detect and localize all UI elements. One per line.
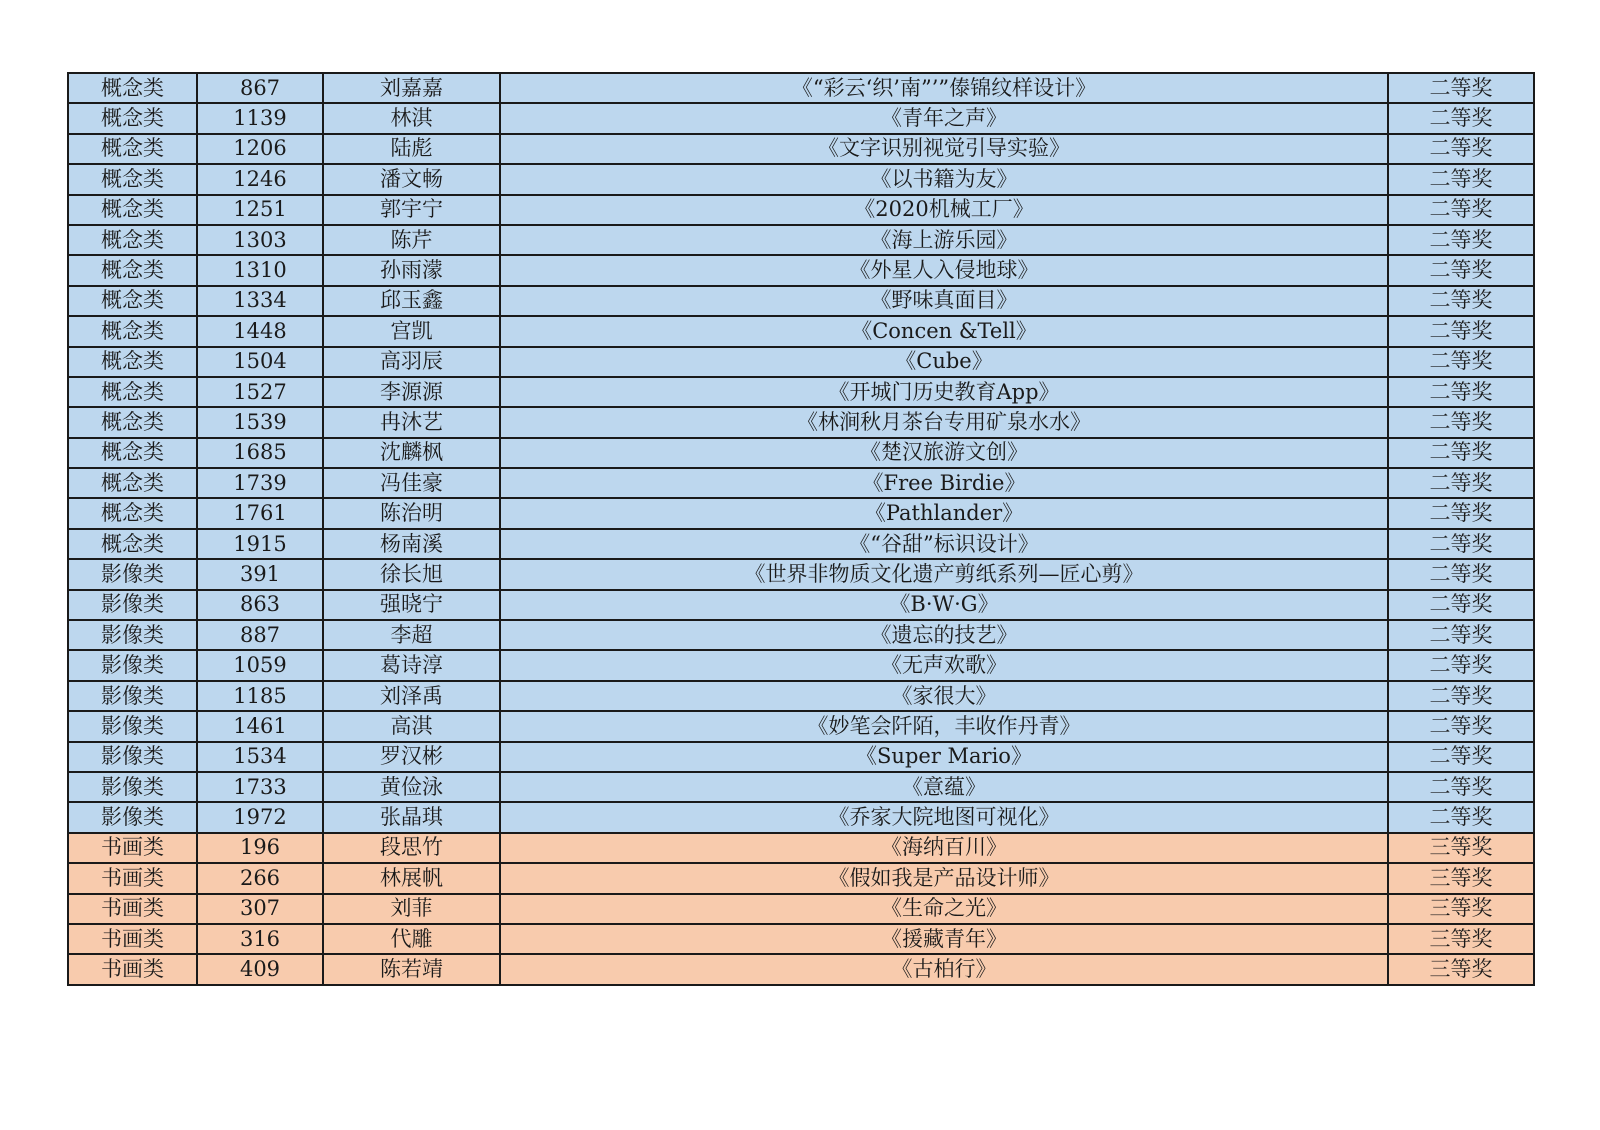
work-title-cell: 《青年之声》 [500, 103, 1388, 133]
table-row [68, 772, 1534, 802]
work-title-cell: 《B·W·G》 [500, 590, 1388, 620]
category-cell: 概念类 [68, 498, 197, 528]
author-name-cell: 代雕 [323, 924, 500, 954]
author-name-cell: 潘文畅 [323, 164, 500, 194]
category-cell: 概念类 [68, 438, 197, 468]
author-name-cell: 冉沐艺 [323, 407, 500, 437]
author-name-cell: 罗汉彬 [323, 742, 500, 772]
entry-number-cell: 1334 [197, 286, 323, 316]
table-row [68, 498, 1534, 528]
table-row [68, 164, 1534, 194]
award-level-cell: 二等奖 [1388, 286, 1534, 316]
work-title-cell: 《Pathlander》 [500, 498, 1388, 528]
award-level-cell: 二等奖 [1388, 590, 1534, 620]
author-name-cell: 李源源 [323, 377, 500, 407]
author-name-cell: 刘泽禹 [323, 681, 500, 711]
category-cell: 概念类 [68, 468, 197, 498]
work-title-cell: 《假如我是产品设计师》 [500, 863, 1388, 893]
work-title-cell: 《文字识别视觉引导实验》 [500, 134, 1388, 164]
award-level-cell: 二等奖 [1388, 225, 1534, 255]
work-title-cell: 《“谷甜”标识设计》 [500, 529, 1388, 559]
entry-number-cell: 1139 [197, 103, 323, 133]
table-row [68, 802, 1534, 832]
author-name-cell: 冯佳豪 [323, 468, 500, 498]
award-level-cell: 二等奖 [1388, 681, 1534, 711]
table-row [68, 438, 1534, 468]
category-cell: 影像类 [68, 650, 197, 680]
work-title-cell: 《家很大》 [500, 681, 1388, 711]
award-level-cell: 二等奖 [1388, 255, 1534, 285]
author-name-cell: 李超 [323, 620, 500, 650]
work-title-cell: 《Free Birdie》 [500, 468, 1388, 498]
author-name-cell: 葛诗淳 [323, 650, 500, 680]
award-level-cell: 二等奖 [1388, 529, 1534, 559]
table-row [68, 924, 1534, 954]
award-level-cell: 二等奖 [1388, 407, 1534, 437]
awards-table [67, 72, 1535, 986]
category-cell: 概念类 [68, 377, 197, 407]
category-cell: 概念类 [68, 164, 197, 194]
table-row [68, 620, 1534, 650]
entry-number-cell: 1761 [197, 498, 323, 528]
category-cell: 概念类 [68, 529, 197, 559]
award-level-cell: 二等奖 [1388, 711, 1534, 741]
table-row [68, 316, 1534, 346]
work-title-cell: 《海纳百川》 [500, 833, 1388, 863]
table-row [68, 529, 1534, 559]
category-cell: 影像类 [68, 772, 197, 802]
entry-number-cell: 1303 [197, 225, 323, 255]
table-row [68, 347, 1534, 377]
author-name-cell: 陆彪 [323, 134, 500, 164]
table-row [68, 742, 1534, 772]
category-cell: 书画类 [68, 863, 197, 893]
award-level-cell: 三等奖 [1388, 863, 1534, 893]
author-name-cell: 刘菲 [323, 894, 500, 924]
entry-number-cell: 1504 [197, 347, 323, 377]
category-cell: 书画类 [68, 894, 197, 924]
work-title-cell: 《Cube》 [500, 347, 1388, 377]
entry-number-cell: 1539 [197, 407, 323, 437]
category-cell: 概念类 [68, 286, 197, 316]
work-title-cell: 《意蕴》 [500, 772, 1388, 802]
award-level-cell: 三等奖 [1388, 833, 1534, 863]
author-name-cell: 杨南溪 [323, 529, 500, 559]
category-cell: 书画类 [68, 924, 197, 954]
category-cell: 影像类 [68, 620, 197, 650]
table-row [68, 650, 1534, 680]
entry-number-cell: 1206 [197, 134, 323, 164]
table-row [68, 377, 1534, 407]
category-cell: 概念类 [68, 73, 197, 103]
award-level-cell: 二等奖 [1388, 802, 1534, 832]
entry-number-cell: 196 [197, 833, 323, 863]
category-cell: 概念类 [68, 103, 197, 133]
author-name-cell: 徐长旭 [323, 559, 500, 589]
award-level-cell: 三等奖 [1388, 894, 1534, 924]
author-name-cell: 陈治明 [323, 498, 500, 528]
category-cell: 概念类 [68, 134, 197, 164]
awards-table-body [68, 73, 1534, 985]
work-title-cell: 《楚汉旅游文创》 [500, 438, 1388, 468]
table-row [68, 407, 1534, 437]
category-cell: 影像类 [68, 711, 197, 741]
entry-number-cell: 266 [197, 863, 323, 893]
table-row [68, 863, 1534, 893]
award-level-cell: 三等奖 [1388, 924, 1534, 954]
award-level-cell: 二等奖 [1388, 498, 1534, 528]
work-title-cell: 《遗忘的技艺》 [500, 620, 1388, 650]
work-title-cell: 《海上游乐园》 [500, 225, 1388, 255]
work-title-cell: 《开城门历史教育App》 [500, 377, 1388, 407]
entry-number-cell: 1972 [197, 802, 323, 832]
entry-number-cell: 1527 [197, 377, 323, 407]
work-title-cell: 《妙笔会阡陌，丰收作丹青》 [500, 711, 1388, 741]
award-level-cell: 二等奖 [1388, 316, 1534, 346]
entry-number-cell: 867 [197, 73, 323, 103]
award-level-cell: 二等奖 [1388, 134, 1534, 164]
category-cell: 书画类 [68, 833, 197, 863]
work-title-cell: 《生命之光》 [500, 894, 1388, 924]
table-row [68, 681, 1534, 711]
entry-number-cell: 1448 [197, 316, 323, 346]
award-level-cell: 二等奖 [1388, 468, 1534, 498]
category-cell: 概念类 [68, 407, 197, 437]
entry-number-cell: 1185 [197, 681, 323, 711]
author-name-cell: 陈若靖 [323, 954, 500, 984]
entry-number-cell: 1461 [197, 711, 323, 741]
author-name-cell: 张晶琪 [323, 802, 500, 832]
author-name-cell: 沈麟枫 [323, 438, 500, 468]
award-level-cell: 二等奖 [1388, 347, 1534, 377]
author-name-cell: 黄俭泳 [323, 772, 500, 802]
entry-number-cell: 1310 [197, 255, 323, 285]
table-row [68, 195, 1534, 225]
author-name-cell: 宫凯 [323, 316, 500, 346]
work-title-cell: 《援藏青年》 [500, 924, 1388, 954]
work-title-cell: 《“彩云‘织’南”’”傣锦纹样设计》 [500, 73, 1388, 103]
award-level-cell: 二等奖 [1388, 377, 1534, 407]
entry-number-cell: 1733 [197, 772, 323, 802]
category-cell: 影像类 [68, 590, 197, 620]
table-row [68, 73, 1534, 103]
table-row [68, 559, 1534, 589]
category-cell: 影像类 [68, 559, 197, 589]
work-title-cell: 《无声欢歌》 [500, 650, 1388, 680]
author-name-cell: 高羽辰 [323, 347, 500, 377]
award-level-cell: 二等奖 [1388, 559, 1534, 589]
table-row [68, 468, 1534, 498]
work-title-cell: 《Concen &Tell》 [500, 316, 1388, 346]
category-cell: 概念类 [68, 255, 197, 285]
category-cell: 影像类 [68, 681, 197, 711]
table-row [68, 833, 1534, 863]
category-cell: 概念类 [68, 225, 197, 255]
category-cell: 影像类 [68, 802, 197, 832]
entry-number-cell: 409 [197, 954, 323, 984]
table-row [68, 954, 1534, 984]
entry-number-cell: 1059 [197, 650, 323, 680]
work-title-cell: 《古柏行》 [500, 954, 1388, 984]
category-cell: 概念类 [68, 347, 197, 377]
award-level-cell: 二等奖 [1388, 742, 1534, 772]
author-name-cell: 陈芹 [323, 225, 500, 255]
entry-number-cell: 1739 [197, 468, 323, 498]
author-name-cell: 刘嘉嘉 [323, 73, 500, 103]
category-cell: 影像类 [68, 742, 197, 772]
author-name-cell: 郭宇宁 [323, 195, 500, 225]
entry-number-cell: 316 [197, 924, 323, 954]
award-level-cell: 二等奖 [1388, 103, 1534, 133]
work-title-cell: 《乔家大院地图可视化》 [500, 802, 1388, 832]
award-level-cell: 二等奖 [1388, 650, 1534, 680]
work-title-cell: 《世界非物质文化遗产剪纸系列—匠心剪》 [500, 559, 1388, 589]
work-title-cell: 《2020机械工厂》 [500, 195, 1388, 225]
table-row [68, 590, 1534, 620]
award-level-cell: 二等奖 [1388, 620, 1534, 650]
entry-number-cell: 1246 [197, 164, 323, 194]
award-level-cell: 二等奖 [1388, 438, 1534, 468]
table-row [68, 225, 1534, 255]
author-name-cell: 林淇 [323, 103, 500, 133]
entry-number-cell: 1915 [197, 529, 323, 559]
entry-number-cell: 307 [197, 894, 323, 924]
award-level-cell: 三等奖 [1388, 954, 1534, 984]
author-name-cell: 段思竹 [323, 833, 500, 863]
author-name-cell: 高淇 [323, 711, 500, 741]
entry-number-cell: 1251 [197, 195, 323, 225]
entry-number-cell: 887 [197, 620, 323, 650]
award-level-cell: 二等奖 [1388, 772, 1534, 802]
table-row [68, 103, 1534, 133]
work-title-cell: 《Super Mario》 [500, 742, 1388, 772]
award-level-cell: 二等奖 [1388, 73, 1534, 103]
award-level-cell: 二等奖 [1388, 164, 1534, 194]
award-level-cell: 二等奖 [1388, 195, 1534, 225]
entry-number-cell: 863 [197, 590, 323, 620]
category-cell: 概念类 [68, 195, 197, 225]
work-title-cell: 《野味真面目》 [500, 286, 1388, 316]
entry-number-cell: 1685 [197, 438, 323, 468]
category-cell: 书画类 [68, 954, 197, 984]
table-row [68, 286, 1534, 316]
table-row [68, 894, 1534, 924]
table-row [68, 711, 1534, 741]
author-name-cell: 强晓宁 [323, 590, 500, 620]
entry-number-cell: 391 [197, 559, 323, 589]
author-name-cell: 孙雨濛 [323, 255, 500, 285]
category-cell: 概念类 [68, 316, 197, 346]
work-title-cell: 《外星人入侵地球》 [500, 255, 1388, 285]
table-row [68, 255, 1534, 285]
work-title-cell: 《以书籍为友》 [500, 164, 1388, 194]
work-title-cell: 《林涧秋月茶台专用矿泉水水》 [500, 407, 1388, 437]
entry-number-cell: 1534 [197, 742, 323, 772]
author-name-cell: 邱玉鑫 [323, 286, 500, 316]
table-row [68, 134, 1534, 164]
author-name-cell: 林展帆 [323, 863, 500, 893]
